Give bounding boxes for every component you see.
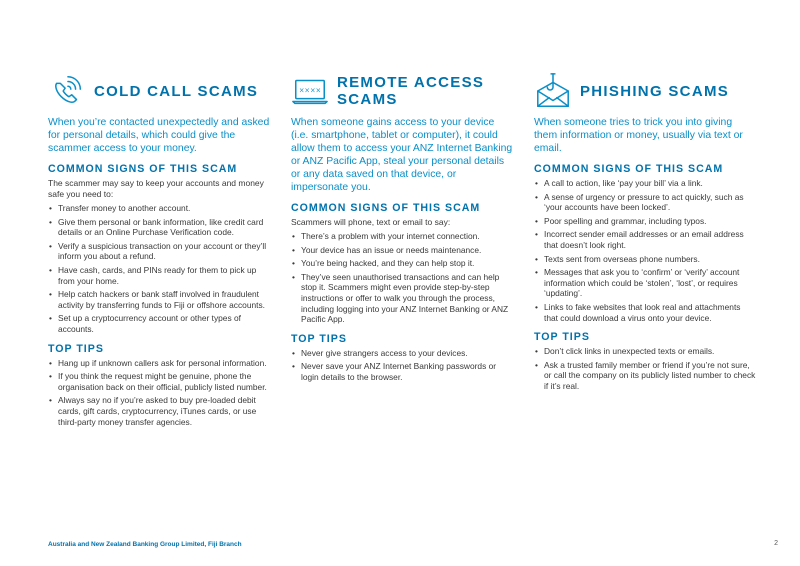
list-item: • Messages that ask you to ‘confirm’ or ‘verify’ account information which could be ‘stolen’, ‘lost’, or requires ‘updating’. bbox=[534, 267, 756, 299]
remote-access-signs-heading: COMMON SIGNS OF THIS SCAM bbox=[291, 202, 481, 214]
cold-call-intro: When you’re contacted unexpectedly and asked for personal details, which could give the scammer access to your money. bbox=[48, 117, 270, 154]
remote-access-header bbox=[291, 68, 513, 114]
list-item: • If you think the request might be genuine, phone the organisation back on their official, publicly listed number. bbox=[48, 371, 270, 392]
list-item: • Set up a cryptocurrency account or other types of accounts. bbox=[48, 313, 270, 334]
list-item: • Incorrect sender email addresses or an email address that doesn’t look right. bbox=[534, 229, 756, 250]
phishing-signs-list bbox=[534, 178, 756, 323]
list-item: • A call to action, like ‘pay your bill’ via a link. bbox=[534, 178, 756, 189]
list-item: • Never save your ANZ Internet Banking passwords or login details to the browser. bbox=[291, 361, 513, 382]
remote-access-signs-lead: Scammers will phone, text or email to say: bbox=[291, 217, 451, 227]
remote-access-signs-list bbox=[291, 231, 513, 325]
list-item: • Texts sent from overseas phone numbers. bbox=[534, 254, 756, 265]
list-item: • You’re being hacked, and they can help stop it. bbox=[291, 258, 513, 269]
page-number: 2 bbox=[774, 540, 778, 547]
cold-call-tips-list bbox=[48, 358, 270, 428]
list-item: • Always say no if you’re asked to buy pre-loaded debit cards, gift cards, cryptocurrency, iTunes cards, or use third-party money transfer agencies. bbox=[48, 395, 270, 427]
phishing-tips-heading: TOP TIPS bbox=[534, 331, 590, 344]
cold-call-signs-list bbox=[48, 203, 270, 335]
list-item: • Don’t click links in unexpected texts or emails. bbox=[534, 346, 756, 357]
phishing-intro: When someone tries to trick you into giving them information or money, usually via text or email. bbox=[534, 117, 743, 154]
list-item: • They’ve seen unauthorised transactions and can help stop it. Scammers might even provide step-by-step instructions or offer to walk you through the process, including logging into your ANZ Internet Banking or ANZ Pacific App. bbox=[291, 272, 513, 325]
phishing-column bbox=[534, 68, 756, 400]
list-item: • Ask a trusted family member or friend if you’re not sure, or call the company on its publicly listed number to check if it’s real. bbox=[534, 360, 756, 392]
remote-access-column bbox=[291, 68, 513, 391]
footer-org: Australia and New Zealand Banking Group Limited, Fiji Branch bbox=[48, 541, 242, 548]
remote-access-title bbox=[337, 74, 484, 108]
cold-call-column bbox=[48, 68, 270, 435]
phishing-title: PHISHING SCAMS bbox=[580, 82, 730, 100]
list-item: • Links to fake websites that look real and attachments that could download a virus onto your device. bbox=[534, 302, 756, 323]
cold-call-header bbox=[48, 68, 270, 114]
cold-call-title: COLD CALL SCAMS bbox=[94, 82, 259, 100]
remote-access-intro: When someone gains access to your device (i.e. smartphone, tablet or computer), it could allow them to access your ANZ Internet Banking or ANZ Pacific App, steal your personal details or any data saved on that device, or impersonate you. bbox=[291, 117, 513, 193]
cold-call-signs-heading: COMMON SIGNS OF THIS SCAM bbox=[48, 163, 238, 175]
remote-access-title-line2: SCAMS bbox=[337, 91, 398, 108]
cold-call-tips-heading: TOP TIPS bbox=[48, 342, 104, 355]
list-item: • Your device has an issue or needs maintenance. bbox=[291, 245, 513, 256]
list-item: • Poor spelling and grammar, including typos. bbox=[534, 216, 756, 227]
list-item: • Give them personal or bank information, like credit card details or an Online Purchase Verification code. bbox=[48, 217, 270, 238]
list-item: • Help catch hackers or bank staff involved in fraudulent activity by transferring funds to Fiji or offshore accounts. bbox=[48, 289, 270, 310]
remote-access-tips-heading: TOP TIPS bbox=[291, 332, 347, 345]
list-item: • Never give strangers access to your devices. bbox=[291, 348, 513, 359]
remote-access-tips-list bbox=[291, 348, 513, 383]
phone-call-icon bbox=[48, 72, 86, 110]
password-mask-text: ×××× bbox=[298, 86, 322, 95]
list-item: • Verify a suspicious transaction on your account or they’ll inform you about a refund. bbox=[48, 241, 270, 262]
list-item: • There’s a problem with your internet connection. bbox=[291, 231, 513, 242]
phishing-tips-list bbox=[534, 346, 756, 391]
phishing-header bbox=[534, 68, 756, 114]
laptop-password-icon bbox=[291, 72, 329, 110]
list-item: • Transfer money to another account. bbox=[48, 203, 270, 214]
list-item: • A sense of urgency or pressure to act quickly, such as ‘your accounts have been locked’. bbox=[534, 192, 756, 213]
list-item: • Have cash, cards, and PINs ready for them to pick up from your home. bbox=[48, 265, 270, 286]
remote-access-title-line1: REMOTE ACCESS bbox=[337, 74, 485, 91]
cold-call-signs-lead: The scammer may say to keep your accounts and money safe you need to: bbox=[48, 178, 264, 199]
list-item: • Hang up if unknown callers ask for personal information. bbox=[48, 358, 270, 369]
phishing-signs-heading: COMMON SIGNS OF THIS SCAM bbox=[534, 163, 724, 175]
envelope-hook-icon bbox=[534, 72, 572, 110]
